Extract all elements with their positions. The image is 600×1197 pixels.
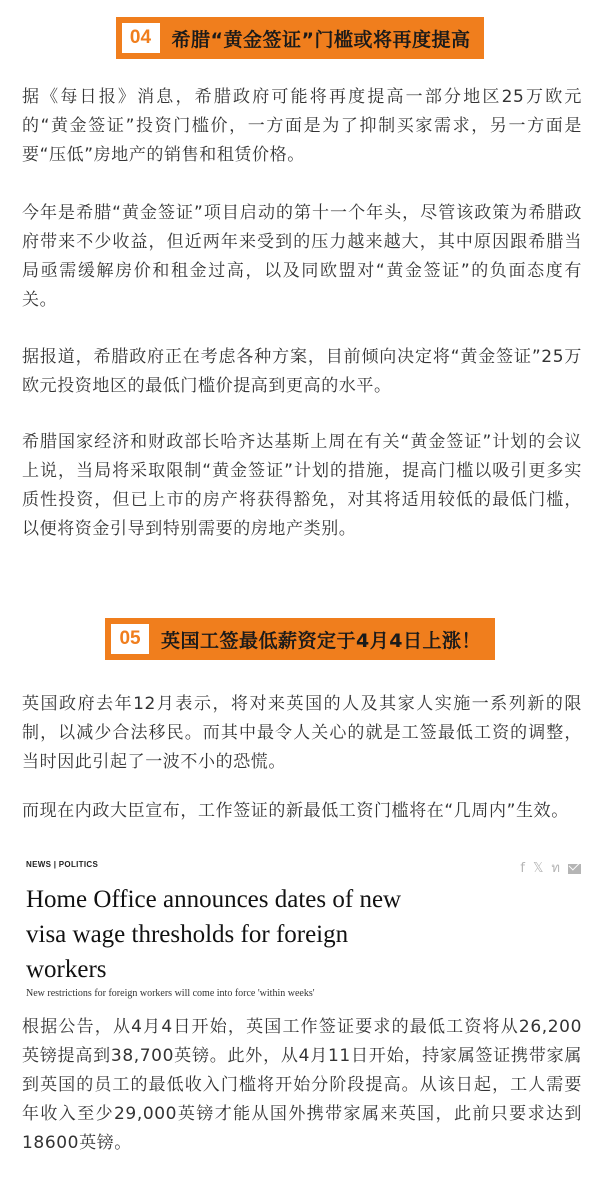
section-04-paragraph-1: 据《每日报》消息，希腊政府可能将再度提高一部分地区25万欧元的“黄金签证”投资门槛价，一方面是为了抑制买家需求，另一方面是要“压低”房地产的销售和租赁价格。 <box>22 87 582 165</box>
section-05-heading <box>105 618 495 660</box>
article-subheading: New restrictions for foreign workers will come into force 'within weeks' <box>26 988 315 999</box>
section-04-paragraph-2: 今年是希腊“黄金签证”项目启动的第十一个年头，尽管该政策为希腊政府带来不少收益，但近两年来受到的压力越来越大，其中原因跟希腊当局亟需缓解房价和租金过高，以及同欧盟对“黄金签证”的负面态度有关。 <box>22 203 582 310</box>
section-04-heading <box>116 17 485 59</box>
article-category: NEWS | POLITICS <box>26 860 99 869</box>
section-04-paragraph-4: 希腊国家经济和财政部长哈齐达基斯上周在有关“黄金签证”计划的会议上说，当局将采取限制“黄金签证”计划的措施，提高门槛以吸引更多实质性投资，但已上市的房产将获得豁免，对其将适用较低的最低门槛，以便将资金引导到特别需要的房地产类别。 <box>22 432 582 539</box>
embedded-article-screenshot <box>26 860 581 1005</box>
section-04-paragraph-3: 据报道，希腊政府正在考虑各种方案，目前倾向决定将“黄金签证”25万欧元投资地区的最低门槛价提高到更高的水平。 <box>22 347 582 396</box>
x-icon[interactable]: 𝕏 <box>532 861 544 876</box>
section-05-paragraph-1: 英国政府去年12月表示，将对来英国的人及其家人实施一系列新的限制，以减少合法移民。而其中最令人关心的就是工签最低工资的调整，当时因此引起了一波不小的恐慌。 <box>22 694 582 772</box>
section-05-paragraph-2: 而现在内政大臣宣布，工作签证的新最低工资门槛将在“几周内”生效。 <box>22 801 569 821</box>
section-04-heading-wrap <box>0 17 600 59</box>
section-05-paragraph-3: 根据公告，从4月4日开始，英国工作签证要求的最低工资将从26,200英镑提高到38,700英镑。此外，从4月11日开始，持家属签证携带家属到英国的员工的最低收入门槛将开始分阶段提高。从该日起，工人需要年收入至少29,000英镑才能从国外携带家属来英国，此前只要求达到18600英镑。 <box>22 1017 582 1153</box>
article-headline: Home Office announces dates of new visa wage thresholds for foreign workers <box>26 886 402 983</box>
section-05-heading-wrap <box>0 618 600 660</box>
section-04-number: 04 <box>122 23 160 53</box>
section-05-number: 05 <box>111 624 149 654</box>
facebook-icon[interactable]: f <box>520 861 525 876</box>
share-bar <box>520 862 581 876</box>
section-04-title: 希腊“黄金签证”门槛或将再度提高 <box>171 28 471 51</box>
flipboard-icon[interactable]: ท <box>551 861 560 876</box>
section-05-title: 英国工签最低薪资定于4月4日上涨！ <box>161 629 481 652</box>
mail-icon[interactable] <box>568 864 581 874</box>
